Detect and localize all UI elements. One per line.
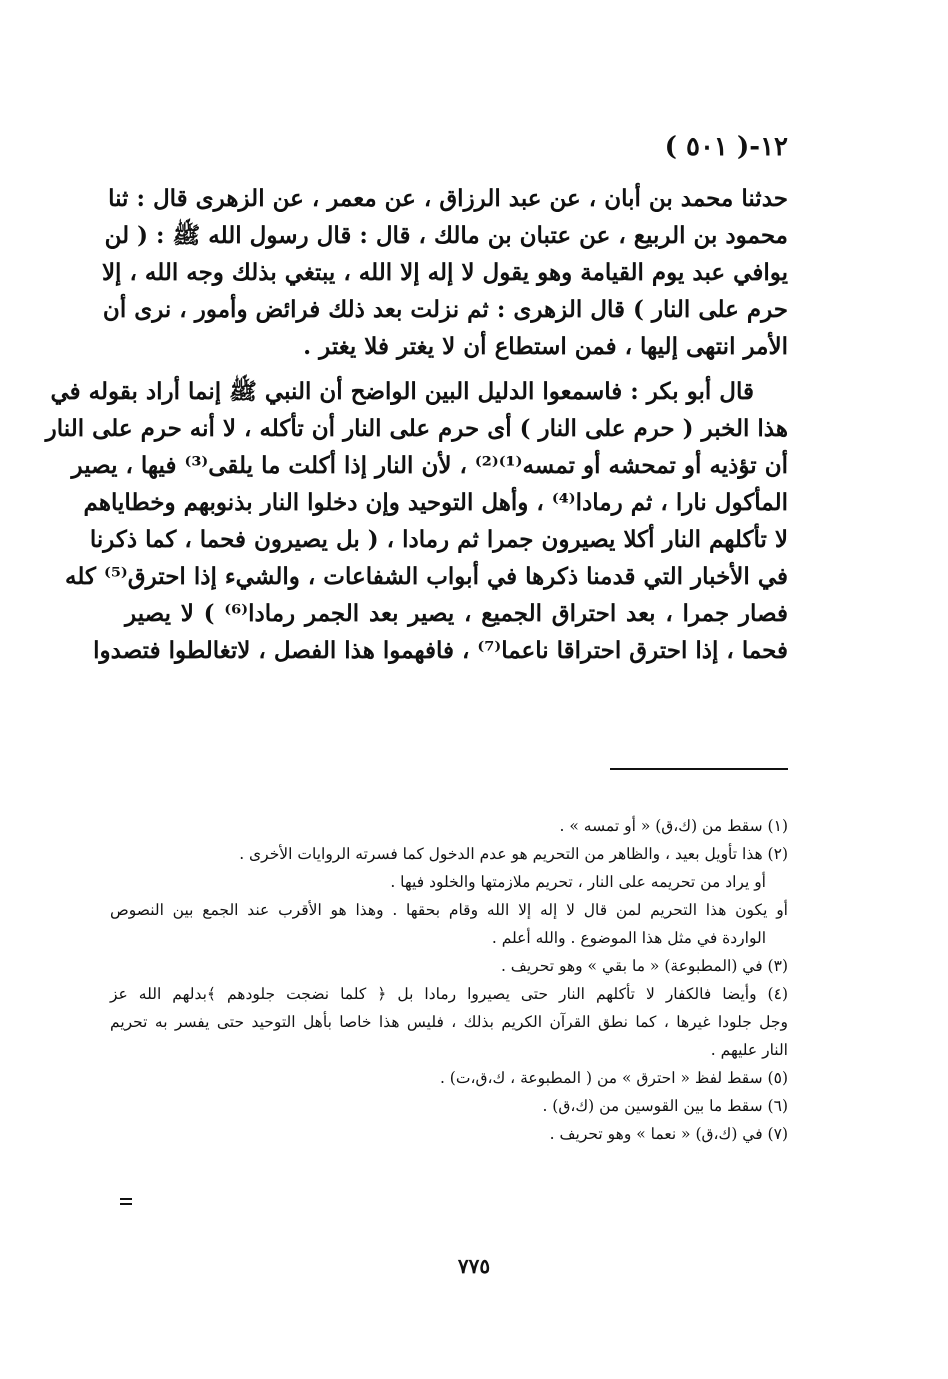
text-line: حرم على النار ) قال الزهرى : ثم نزلت بعد ذلك فرائض وأمور ، نرى أن: [102, 296, 788, 323]
margin-mark: [120, 1198, 132, 1205]
footnote-separator: [610, 768, 788, 770]
footnote-continuation: النار عليهم .: [710, 1041, 788, 1059]
text-line: محمود بن الربيع ، عن عتبان بن مالك ، قال : قال رسول الله ﷺ : ( لن: [104, 222, 788, 249]
text-line: هذا الخبر ( حرم على النار ) أى حرم على النار أن تأكله ، لا أنه حرم على النار: [45, 415, 788, 442]
footnote-continuation: أو يراد من تحريمه على النار ، تحريم ملازمتها والخلود فيها .: [390, 873, 766, 891]
text-line: في الأخبار التي قدمنا ذكرها في أبواب الشفاعات ، والشيء إذا احترق⁽⁵⁾ كله: [65, 563, 788, 590]
text-line: لا تأكلهم النار أكلا يصيرون جمرا ثم رمادا ، ( بل يصيرون فحما ، كما ذكرنا: [89, 526, 788, 553]
footnote: (١) سقط من (ك،ق) « أو تمسه » .: [559, 817, 788, 835]
footnote: (٧) في (ك،ق) « نعما » وهو تحريف .: [549, 1125, 788, 1143]
footnote: (٥) سقط لفظ « احترق » من ( المطبوعة ، ك،ق،ت) .: [439, 1069, 788, 1087]
main-text: [45, 180, 788, 669]
text-line: قال أبو بكر : فاسمعوا الدليل البين الواضح أن النبي ﷺ إنما أراد بقوله في: [50, 378, 754, 405]
footnote: (٢) هذا تأويل بعيد ، والظاهر من التحريم هو عدم الدخول كما فسرته الروايات الأخرى .: [239, 845, 788, 863]
footnote-continuation: وجل جلودا غيرها ، كما نطق القرآن الكريم بذلك ، فليس هذا خاصا بأهل التوحيد حتى يفسر به تحريم: [110, 1013, 788, 1031]
footnote: (٣) في (المطبوعة) « ما بقي » وهو تحريف .: [500, 957, 788, 975]
footnotes: [110, 812, 788, 1148]
footnote-continuation: الواردة في مثل هذا الموضوع . والله أعلم .: [491, 929, 766, 947]
text-line: فصار جمرا ، بعد احتراق الجميع ، يصير بعد الجمر رمادا⁽⁶⁾ ) لا يصير: [125, 600, 788, 627]
text-line: يوافي عبد يوم القيامة وهو يقول لا إله إلا الله ، يبتغي بذلك وجه الله ، إلا: [101, 259, 788, 286]
text-line: المأكول نارا ، ثم رمادا⁽⁴⁾ ، وأهل التوحيد وإن دخلوا النار بذنوبهم وخطاياهم: [83, 489, 788, 516]
page-number: ٧٧٥: [457, 1254, 491, 1278]
footnote-continuation: أو يكون هذا التحريم لمن قال لا إله إلا الله وقام بحقها . وهذا هو الأقرب عند الجمع بين النصوص: [110, 901, 788, 919]
text-line: الأمر انتهى إليها ، فمن استطاع أن لا يغتر فلا يغتر .: [303, 333, 788, 360]
footnote: (٤) وأيضا فالكفار لا تأكلهم النار حتى يصيروا رمادا بل ﴿ كلما نضجت جلودهم ﴾بدلهم الله عز: [110, 985, 788, 1003]
hadith-number: ١٢-( ٥٠١ ): [664, 132, 788, 162]
text-line: حدثنا محمد بن أبان ، عن عبد الرزاق ، عن معمر ، عن الزهرى قال : ثنا: [108, 185, 788, 212]
text-line: فحما ، إذا احترق احتراقا ناعما⁽⁷⁾ ، فافهموا هذا الفصل ، لاتغالطوا فتصدوا: [93, 637, 788, 664]
text-line: أن تؤذيه أو تمحشه أو تمسه⁽¹⁾⁽²⁾ ، لأن النار إذا أكلت ما يلقى⁽³⁾ فيها ، يصير: [71, 452, 788, 479]
paragraph-gap: [125, 365, 788, 373]
footnote: (٦) سقط ما بين القوسين من (ك،ق) .: [542, 1097, 788, 1115]
